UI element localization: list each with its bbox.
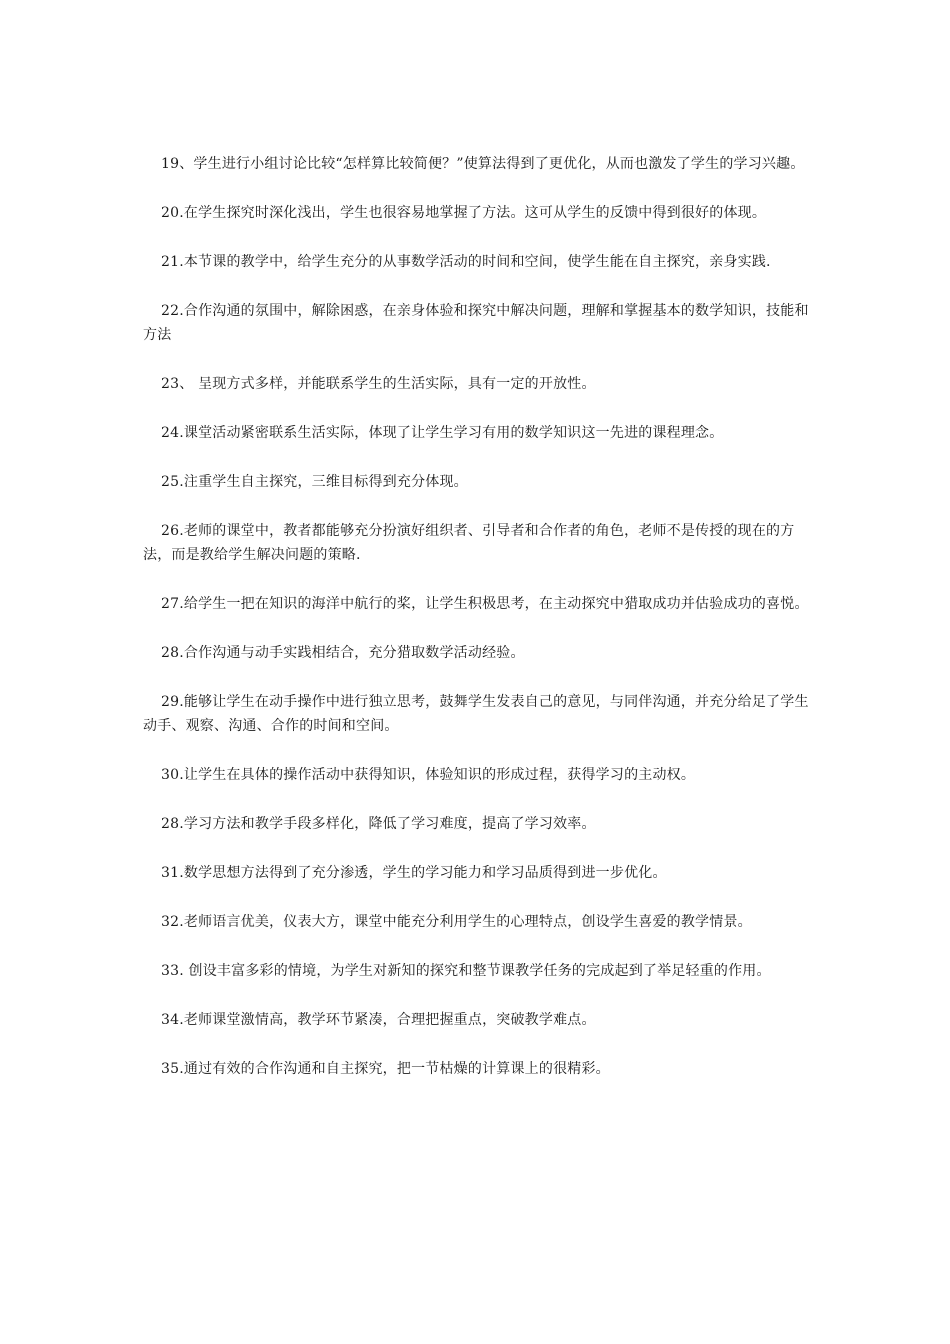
paragraph-22: 22.合作沟通的氛围中，解除困惑，在亲身体验和探究中解决问题，理解和掌握基本的数学知识，技能和方法 bbox=[143, 303, 809, 343]
paragraph-32: 32.老师语言优美，仪表大方，课堂中能充分利用学生的心理特点，创设学生喜爱的教学情景。 bbox=[161, 914, 752, 930]
paragraph-19: 19、学生进行小组讨论比较“怎样算比较简便？”使算法得到了更优化，从而也激发了学生的学习兴趣。 bbox=[161, 156, 805, 172]
paragraph-29: 29.能够让学生在动手操作中进行独立思考，鼓舞学生发表自己的意见，与同伴沟通，并充分给足了学生动手、观察、沟通、合作的时间和空间。 bbox=[143, 694, 809, 734]
paragraph-24: 24.课堂活动紧密联系生活实际，体现了让学生学习有用的数学知识这一先进的课程理念。 bbox=[161, 425, 724, 441]
paragraph-21: 21.本节课的教学中，给学生充分的从事数学活动的时间和空间，使学生能在自主探究，亲身实践. bbox=[161, 254, 771, 270]
paragraph-23: 23、 呈现方式多样，并能联系学生的生活实际，具有一定的开放性。 bbox=[161, 376, 596, 392]
paragraph-25: 25.注重学生自主探究，三维目标得到充分体现。 bbox=[161, 474, 468, 490]
paragraph-28b: 28.学习方法和教学手段多样化，降低了学习难度，提高了学习效率。 bbox=[161, 816, 596, 832]
paragraph-28: 28.合作沟通与动手实践相结合，充分猎取数学活动经验。 bbox=[161, 645, 525, 661]
paragraph-30: 30.让学生在具体的操作活动中获得知识，体验知识的形成过程，获得学习的主动权。 bbox=[161, 767, 696, 783]
paragraph-20: 20.在学生探究时深化浅出，学生也很容易地掌握了方法。这可从学生的反馈中得到很好的体现。 bbox=[161, 205, 767, 221]
paragraph-31: 31.数学思想方法得到了充分渗透，学生的学习能力和学习品质得到进一步优化。 bbox=[161, 865, 667, 881]
paragraph-35: 35.通过有效的合作沟通和自主探究，把一节枯燥的计算课上的很精彩。 bbox=[161, 1061, 610, 1077]
paragraph-34: 34.老师课堂激情高，教学环节紧凑，合理把握重点，突破教学难点。 bbox=[161, 1012, 596, 1028]
paragraph-26: 26.老师的课堂中，教者都能够充分扮演好组织者、引导者和合作者的角色，老师不是传授的现在的方法，而是教给学生解决问题的策略. bbox=[143, 523, 795, 563]
paragraph-33: 33. 创设丰富多彩的情境，为学生对新知的探究和整节课教学任务的完成起到了举足轻重的作用。 bbox=[161, 963, 771, 979]
paragraph-27: 27.给学生一把在知识的海洋中航行的桨，让学生积极思考，在主动探究中猎取成功并估验成功的喜悦。 bbox=[161, 596, 809, 612]
document-body bbox=[143, 152, 815, 1106]
